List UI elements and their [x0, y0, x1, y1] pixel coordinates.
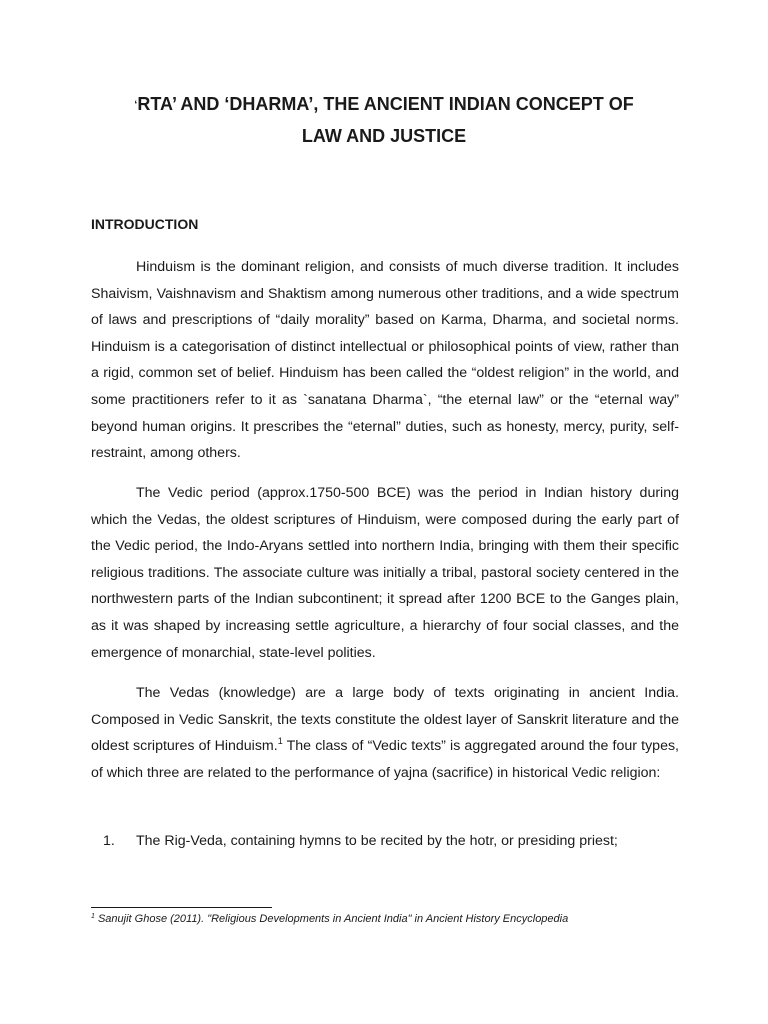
section-heading-introduction: INTRODUCTION	[91, 216, 199, 232]
footnote-reference[interactable]: 1	[277, 736, 283, 747]
list-item-number: 1.	[103, 833, 115, 849]
document-title	[60, 94, 708, 147]
footnote-number: 1	[91, 913, 95, 920]
paragraph-1: Hinduism is the dominant religion, and consists of much diverse tradition. It includes Shaivism, Vaishnavism and Shaktism among numerous other traditions, and a wide spectrum of laws and prescriptions of “daily morality” based on Karma, Dharma, and societal norms. Hinduism is a categorisation of distinct intellectual or philosophical points of view, rather than a rigid, common set of belief. Hinduism has been called the “oldest religion” in the world, and some practitioners refer to it as `sanatana Dharma`, “the eternal law” or the “eternal way” beyond human origins. It prescribes the “eternal” duties, such as honesty, mercy, purity, self-restraint, among others.	[91, 259, 679, 462]
paragraph-3-part-1: The Vedas (knowledge) are a large body of texts originating in ancient India. Composed in Vedic Sanskrit, the texts constitute the oldest layer of Sanskrit literature and the oldest scriptures of Hinduism.	[91, 685, 679, 755]
footnote	[91, 913, 568, 925]
paragraph-2: The Vedic period (approx.1750-500 BCE) was the period in Indian history during which the Vedas, the oldest scriptures of Hinduism, were composed during the early part of the Vedic period, the Indo-Aryans settled into northern India, bringing with them their specific religious traditions. The associate culture was initially a tribal, pastoral society centered in the northwestern parts of the Indian subcontinent; it spread after 1200 BCE to the Ganges plain, as it was shaped by increasing settle agriculture, a hierarchy of four social classes, and the emergence of monarchial, state-level polities.	[91, 485, 679, 661]
footnote-divider	[91, 907, 272, 908]
title-line-1	[60, 94, 708, 115]
title-open-quote: ‘	[134, 99, 138, 111]
list-item-text: The Rig-Veda, containing hymns to be recited by the hotr, or presiding priest;	[136, 833, 618, 849]
vedas-list	[103, 828, 618, 854]
footnote-text: Sanujit Ghose (2011). "Religious Developments in Ancient India" in Ancient History Encyclopedia	[94, 913, 569, 925]
title-line-1-text: RTA’ AND ‘DHARMA’, THE ANCIENT INDIAN CONCEPT OF	[137, 94, 634, 114]
paragraph-3	[91, 680, 679, 786]
paragraph-3-part-2: The class of “Vedic texts” is aggregated around the four types, of which three are related to the performance of yajna (sacrifice) in historical Vedic religion:	[91, 738, 679, 781]
title-line-2: LAW AND JUSTICE	[301, 126, 467, 146]
list-item	[103, 828, 618, 854]
